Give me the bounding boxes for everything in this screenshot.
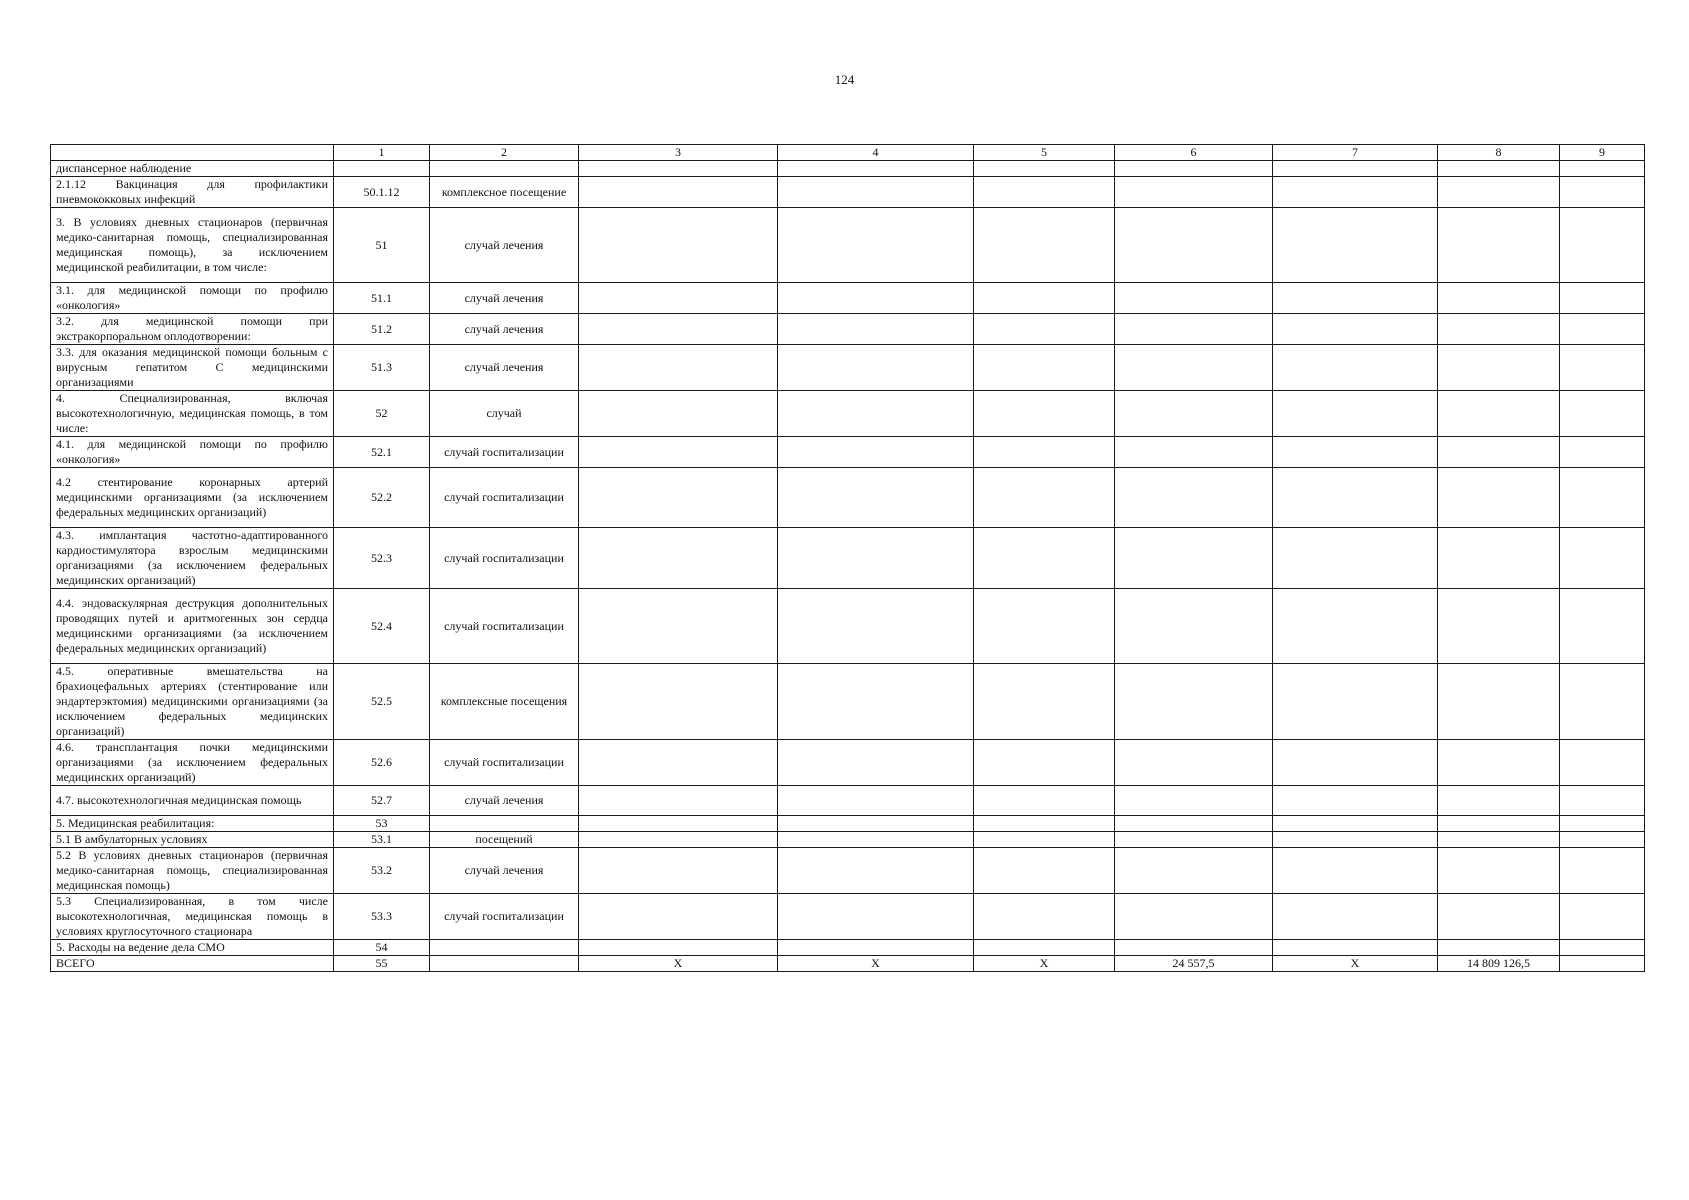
value-cell xyxy=(974,832,1115,848)
value-cell xyxy=(579,528,778,589)
value-cell xyxy=(1115,208,1273,283)
value-cell xyxy=(1115,314,1273,345)
row-code: 51 xyxy=(334,208,430,283)
value-cell xyxy=(1438,894,1560,940)
value-cell xyxy=(1560,894,1645,940)
value-cell xyxy=(1438,816,1560,832)
value-cell xyxy=(1115,468,1273,528)
value-cell xyxy=(1115,161,1273,177)
value-cell xyxy=(1438,437,1560,468)
value-cell xyxy=(778,786,974,816)
value-cell xyxy=(974,345,1115,391)
table-row xyxy=(51,740,1645,786)
value-cell xyxy=(974,894,1115,940)
row-code: 54 xyxy=(334,940,430,956)
row-code: 51.3 xyxy=(334,345,430,391)
value-cell xyxy=(1115,528,1273,589)
table-row xyxy=(51,589,1645,664)
table-row xyxy=(51,314,1645,345)
row-code: 52.7 xyxy=(334,786,430,816)
row-code: 50.1.12 xyxy=(334,177,430,208)
row-label: 4.4. эндоваскулярная деструкция дополнительных проводящих путей и аритмогенных зон сердца медицинскими организациями (за исключением федеральных медицинских организаций) xyxy=(51,589,334,664)
row-code: 52.2 xyxy=(334,468,430,528)
value-cell xyxy=(1273,283,1438,314)
value-cell xyxy=(778,740,974,786)
row-unit xyxy=(430,940,579,956)
value-cell xyxy=(1560,528,1645,589)
value-cell xyxy=(1438,589,1560,664)
value-cell xyxy=(778,161,974,177)
total-code: 55 xyxy=(334,956,430,972)
row-label: 5. Медицинская реабилитация: xyxy=(51,816,334,832)
row-unit: случай лечения xyxy=(430,208,579,283)
header-cell: 2 xyxy=(430,145,579,161)
value-cell xyxy=(974,314,1115,345)
value-cell xyxy=(1115,589,1273,664)
value-cell xyxy=(1438,314,1560,345)
value-cell xyxy=(778,345,974,391)
header-cell: 4 xyxy=(778,145,974,161)
row-label: 4.3. имплантация частотно-адаптированного кардиостимулятора взрослым медицинскими организациями (за исключением федеральных медицинских организаций) xyxy=(51,528,334,589)
header-cell: 7 xyxy=(1273,145,1438,161)
table-row xyxy=(51,345,1645,391)
row-label: 4. Специализированная, включая высокотехнологичную, медицинская помощь, в том числе: xyxy=(51,391,334,437)
value-cell xyxy=(579,832,778,848)
value-cell xyxy=(1115,832,1273,848)
header-row xyxy=(51,145,1645,161)
row-unit: посещений xyxy=(430,832,579,848)
value-cell xyxy=(1560,345,1645,391)
value-cell xyxy=(974,589,1115,664)
header-cell: 6 xyxy=(1115,145,1273,161)
row-code: 53.3 xyxy=(334,894,430,940)
value-cell xyxy=(1560,740,1645,786)
table-row xyxy=(51,894,1645,940)
row-unit: случай лечения xyxy=(430,848,579,894)
value-cell xyxy=(778,816,974,832)
value-cell xyxy=(974,161,1115,177)
value-cell xyxy=(1438,468,1560,528)
value-cell xyxy=(778,848,974,894)
value-cell xyxy=(778,664,974,740)
total-col-5: Х xyxy=(974,956,1115,972)
value-cell xyxy=(778,283,974,314)
value-cell xyxy=(579,940,778,956)
value-cell xyxy=(1273,208,1438,283)
table-row xyxy=(51,528,1645,589)
row-label: 4.6. трансплантация почки медицинскими организациями (за исключением федеральных медицинских организаций) xyxy=(51,740,334,786)
table-row xyxy=(51,786,1645,816)
table-row xyxy=(51,848,1645,894)
value-cell xyxy=(974,528,1115,589)
table-row xyxy=(51,177,1645,208)
value-cell xyxy=(1115,437,1273,468)
row-unit: комплексные посещения xyxy=(430,664,579,740)
value-cell xyxy=(1273,391,1438,437)
value-cell xyxy=(1273,177,1438,208)
row-unit: случай госпитализации xyxy=(430,894,579,940)
value-cell xyxy=(778,208,974,283)
row-label: 3. В условиях дневных стационаров (первичная медико-санитарная помощь, специализированная медицинская помощь), за исключением медицинской реабилитации, в том числе: xyxy=(51,208,334,283)
value-cell xyxy=(579,208,778,283)
total-col-9 xyxy=(1560,956,1645,972)
value-cell xyxy=(1438,391,1560,437)
row-label: 5.3 Специализированная, в том числе высокотехнологичная, медицинская помощь в условиях круглосуточного стационара xyxy=(51,894,334,940)
value-cell xyxy=(579,589,778,664)
table-row xyxy=(51,832,1645,848)
value-cell xyxy=(579,345,778,391)
value-cell xyxy=(1115,740,1273,786)
row-label: 3.3. для оказания медицинской помощи больным с вирусным гепатитом С медицинскими организациями xyxy=(51,345,334,391)
row-code: 52.5 xyxy=(334,664,430,740)
value-cell xyxy=(1115,177,1273,208)
table-row xyxy=(51,161,1645,177)
row-unit: комплексное посещение xyxy=(430,177,579,208)
value-cell xyxy=(579,391,778,437)
row-unit xyxy=(430,161,579,177)
value-cell xyxy=(974,664,1115,740)
row-code: 52.3 xyxy=(334,528,430,589)
row-unit: случай госпитализации xyxy=(430,740,579,786)
row-code: 51.1 xyxy=(334,283,430,314)
value-cell xyxy=(778,832,974,848)
value-cell xyxy=(579,848,778,894)
table-row xyxy=(51,940,1645,956)
value-cell xyxy=(974,740,1115,786)
value-cell xyxy=(1438,740,1560,786)
table-row xyxy=(51,468,1645,528)
value-cell xyxy=(1273,437,1438,468)
table-row xyxy=(51,437,1645,468)
value-cell xyxy=(1273,832,1438,848)
value-cell xyxy=(1438,664,1560,740)
value-cell xyxy=(1273,940,1438,956)
total-col-3: Х xyxy=(579,956,778,972)
value-cell xyxy=(1438,345,1560,391)
table-row xyxy=(51,283,1645,314)
value-cell xyxy=(1438,832,1560,848)
value-cell xyxy=(974,437,1115,468)
table-row xyxy=(51,664,1645,740)
row-unit: случай лечения xyxy=(430,786,579,816)
value-cell xyxy=(974,468,1115,528)
row-code: 52.4 xyxy=(334,589,430,664)
value-cell xyxy=(1560,314,1645,345)
total-col-6: 24 557,5 xyxy=(1115,956,1273,972)
value-cell xyxy=(1560,816,1645,832)
value-cell xyxy=(974,283,1115,314)
header-cell: 8 xyxy=(1438,145,1560,161)
value-cell xyxy=(1560,437,1645,468)
value-cell xyxy=(778,391,974,437)
row-unit: случай госпитализации xyxy=(430,528,579,589)
value-cell xyxy=(1115,816,1273,832)
value-cell xyxy=(1115,345,1273,391)
value-cell xyxy=(778,468,974,528)
row-code: 52.1 xyxy=(334,437,430,468)
value-cell xyxy=(1115,894,1273,940)
table-row xyxy=(51,391,1645,437)
value-cell xyxy=(1560,161,1645,177)
total-col-8: 14 809 126,5 xyxy=(1438,956,1560,972)
table-row xyxy=(51,816,1645,832)
value-cell xyxy=(1273,528,1438,589)
row-code: 52 xyxy=(334,391,430,437)
value-cell xyxy=(579,283,778,314)
value-cell xyxy=(1438,283,1560,314)
value-cell xyxy=(1560,664,1645,740)
value-cell xyxy=(1560,589,1645,664)
row-label: 5.2 В условиях дневных стационаров (первичная медико-санитарная помощь, специализированная медицинская помощь) xyxy=(51,848,334,894)
value-cell xyxy=(1560,940,1645,956)
value-cell xyxy=(1115,786,1273,816)
row-label: диспансерное наблюдение xyxy=(51,161,334,177)
value-cell xyxy=(778,177,974,208)
value-cell xyxy=(1273,740,1438,786)
row-label: 4.7. высокотехнологичная медицинская помощь xyxy=(51,786,334,816)
value-cell xyxy=(1560,283,1645,314)
value-cell xyxy=(1273,894,1438,940)
value-cell xyxy=(1115,664,1273,740)
value-cell xyxy=(1438,786,1560,816)
value-cell xyxy=(1273,816,1438,832)
row-code: 51.2 xyxy=(334,314,430,345)
total-col-7: Х xyxy=(1273,956,1438,972)
value-cell xyxy=(1438,528,1560,589)
value-cell xyxy=(778,589,974,664)
value-cell xyxy=(974,816,1115,832)
row-unit: случай лечения xyxy=(430,314,579,345)
header-cell: 9 xyxy=(1560,145,1645,161)
row-unit: случай госпитализации xyxy=(430,589,579,664)
value-cell xyxy=(579,740,778,786)
value-cell xyxy=(778,437,974,468)
row-code: 53.2 xyxy=(334,848,430,894)
value-cell xyxy=(1273,345,1438,391)
value-cell xyxy=(579,177,778,208)
value-cell xyxy=(579,664,778,740)
value-cell xyxy=(1438,177,1560,208)
value-cell xyxy=(579,314,778,345)
value-cell xyxy=(1115,940,1273,956)
value-cell xyxy=(1560,391,1645,437)
value-cell xyxy=(1273,589,1438,664)
value-cell xyxy=(974,786,1115,816)
value-cell xyxy=(778,894,974,940)
page-number: 124 xyxy=(834,72,855,87)
header-cell: 1 xyxy=(334,145,430,161)
header-cell xyxy=(51,145,334,161)
total-unit xyxy=(430,956,579,972)
header-cell: 3 xyxy=(579,145,778,161)
value-cell xyxy=(974,848,1115,894)
value-cell xyxy=(1273,468,1438,528)
value-cell xyxy=(579,161,778,177)
row-unit: случай госпитализации xyxy=(430,468,579,528)
row-unit: случай лечения xyxy=(430,345,579,391)
value-cell xyxy=(974,940,1115,956)
total-label: ВСЕГО xyxy=(51,956,334,972)
value-cell xyxy=(1273,664,1438,740)
value-cell xyxy=(1273,848,1438,894)
row-code: 53.1 xyxy=(334,832,430,848)
value-cell xyxy=(1115,283,1273,314)
value-cell xyxy=(1438,161,1560,177)
header-cell: 5 xyxy=(974,145,1115,161)
table-row xyxy=(51,208,1645,283)
value-cell xyxy=(1560,832,1645,848)
row-unit xyxy=(430,816,579,832)
row-label: 5.1 В амбулаторных условиях xyxy=(51,832,334,848)
value-cell xyxy=(1560,177,1645,208)
value-cell xyxy=(1273,314,1438,345)
row-code: 53 xyxy=(334,816,430,832)
row-label: 2.1.12 Вакцинация для профилактики пневмококковых инфекций xyxy=(51,177,334,208)
value-cell xyxy=(974,208,1115,283)
row-label: 3.1. для медицинской помощи по профилю «онкология» xyxy=(51,283,334,314)
value-cell xyxy=(1273,786,1438,816)
value-cell xyxy=(1115,848,1273,894)
value-cell xyxy=(1438,848,1560,894)
row-label: 3.2. для медицинской помощи при экстракорпоральном оплодотворении: xyxy=(51,314,334,345)
data-table xyxy=(50,144,1645,972)
row-unit: случай лечения xyxy=(430,283,579,314)
value-cell xyxy=(1438,208,1560,283)
value-cell xyxy=(778,528,974,589)
value-cell xyxy=(778,940,974,956)
value-cell xyxy=(1560,848,1645,894)
value-cell xyxy=(974,177,1115,208)
row-code: 52.6 xyxy=(334,740,430,786)
row-label: 5. Расходы на ведение дела СМО xyxy=(51,940,334,956)
value-cell xyxy=(778,314,974,345)
row-code xyxy=(334,161,430,177)
row-label: 4.2 стентирование коронарных артерий медицинскими организациями (за исключением федеральных медицинских организаций) xyxy=(51,468,334,528)
value-cell xyxy=(1560,208,1645,283)
total-row xyxy=(51,956,1645,972)
value-cell xyxy=(1560,786,1645,816)
value-cell xyxy=(579,816,778,832)
row-label: 4.5. оперативные вмешательства на брахиоцефальных артериях (стентирование или эндартерэктомия) медицинскими организациями (за исключением федеральных медицинских организаций) xyxy=(51,664,334,740)
value-cell xyxy=(1273,161,1438,177)
value-cell xyxy=(974,391,1115,437)
row-unit: случай xyxy=(430,391,579,437)
total-col-4: Х xyxy=(778,956,974,972)
value-cell xyxy=(1438,940,1560,956)
value-cell xyxy=(1560,468,1645,528)
row-label: 4.1. для медицинской помощи по профилю «онкология» xyxy=(51,437,334,468)
value-cell xyxy=(579,437,778,468)
value-cell xyxy=(1115,391,1273,437)
value-cell xyxy=(579,894,778,940)
value-cell xyxy=(579,468,778,528)
row-unit: случай госпитализации xyxy=(430,437,579,468)
value-cell xyxy=(579,786,778,816)
